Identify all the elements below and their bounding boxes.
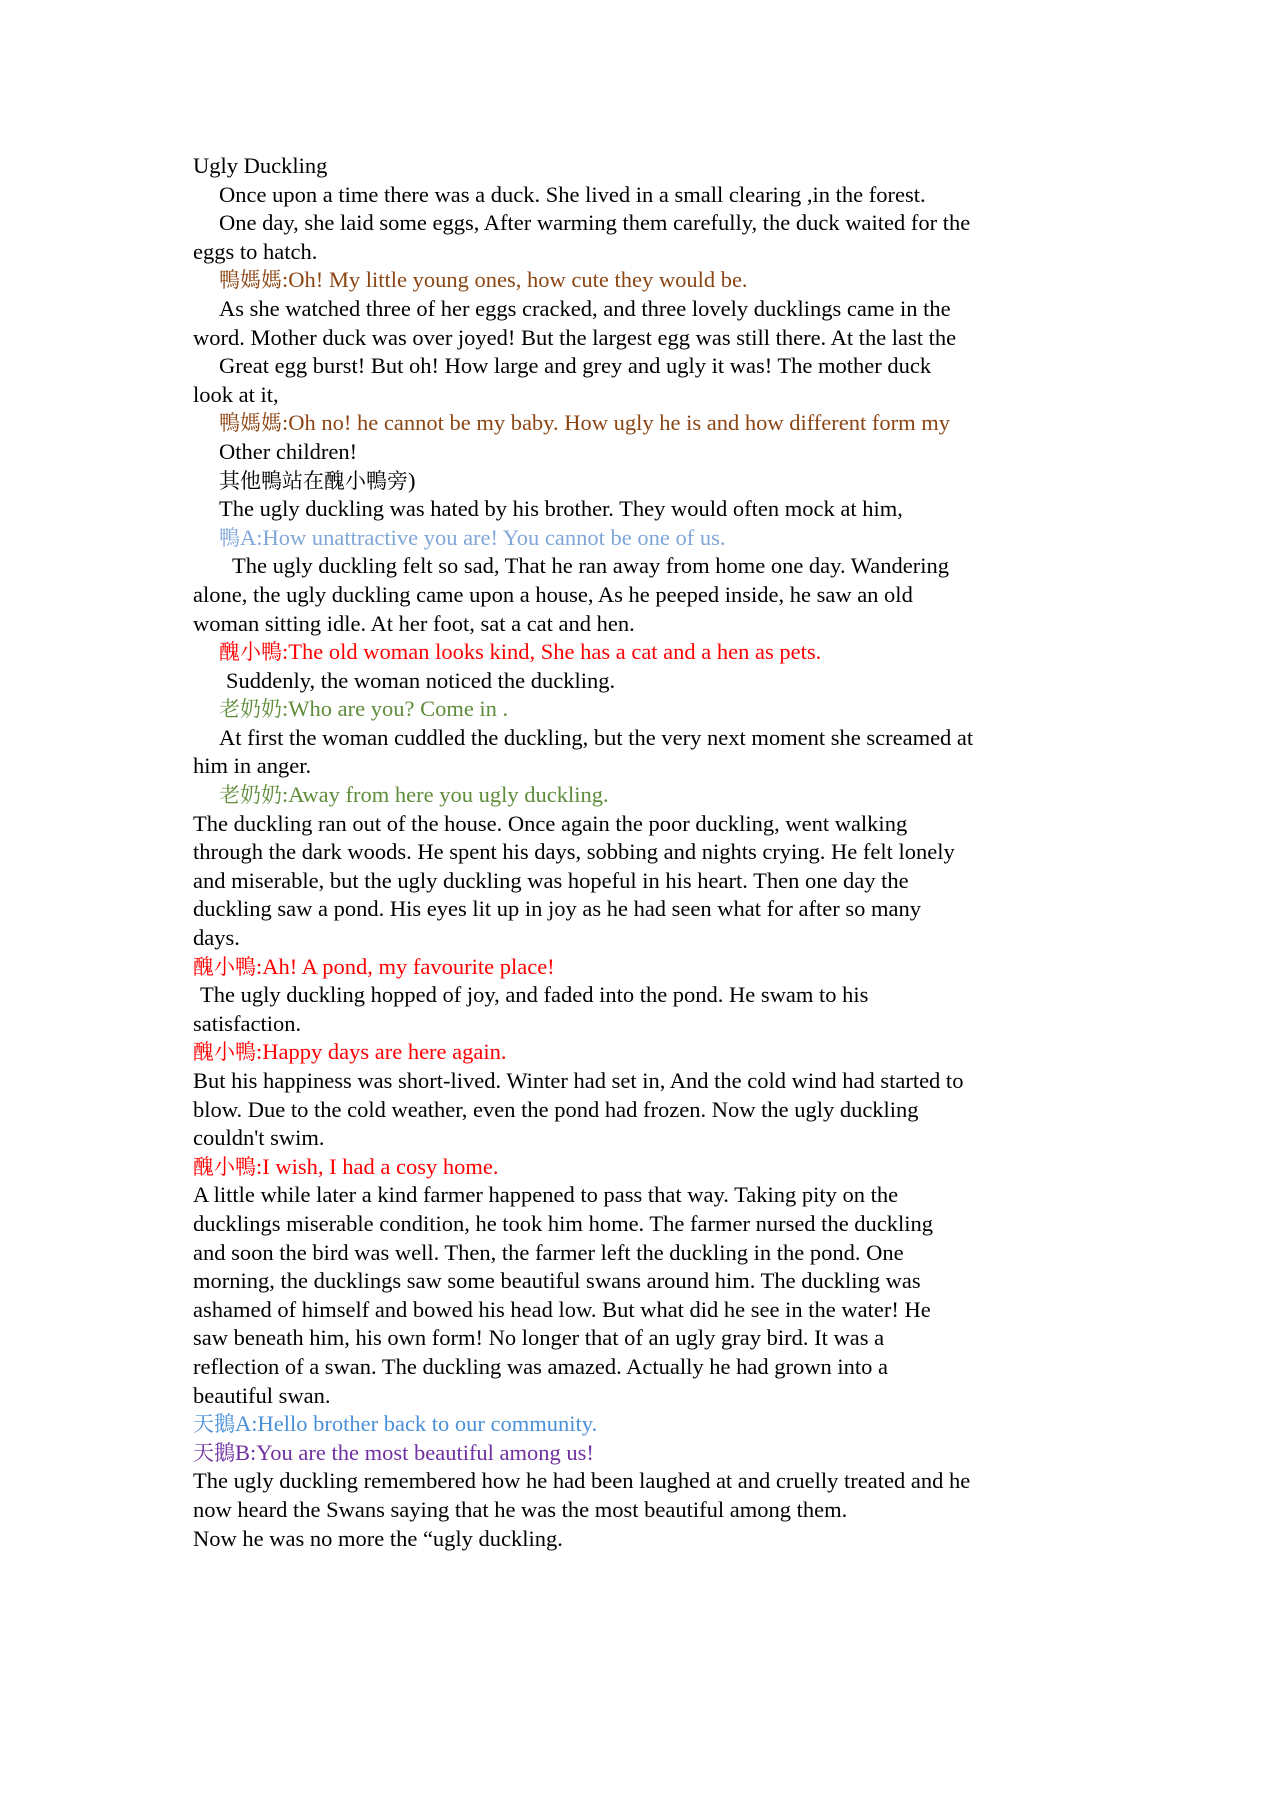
paragraph-line: reflection of a swan. The duckling was amazed. Actually he had grown into a [193, 1353, 888, 1379]
paragraph-line: eggs to hatch. [193, 238, 318, 264]
document-page [193, 152, 1103, 1553]
dialogue-text: :Away from here you ugly duckling. [282, 782, 609, 808]
paragraph-line: Other children! [219, 438, 358, 464]
paragraph-line: Great egg burst! But oh! How large and grey and ugly it was! The mother duck [219, 353, 932, 379]
dialogue-speaker: 醜小鴨 [193, 1040, 256, 1065]
dialogue-speaker: 老奶奶 [219, 697, 282, 722]
paragraph-line: and soon the bird was well. Then, the farmer left the duckling in the pond. One [193, 1239, 904, 1265]
paragraph-line: woman sitting idle. At her foot, sat a cat and hen. [193, 610, 635, 636]
dialogue-line [193, 409, 1103, 438]
paragraph-line: saw beneath him, his own form! No longer that of an ugly gray bird. It was a [193, 1325, 885, 1351]
paragraph-line: At first the woman cuddled the duckling, but the very next moment she screamed at [219, 724, 974, 750]
document-title: Ugly Duckling [193, 153, 328, 178]
dialogue-text: :Who are you? Come in . [282, 696, 509, 722]
paragraph-line: Now he was no more the “ugly duckling. [193, 1525, 563, 1551]
paragraph-line: now heard the Swans saying that he was the most beautiful among them. [193, 1496, 848, 1522]
dialogue-speaker: 醜小鴨 [193, 1154, 256, 1179]
dialogue-text: B:You are the most beautiful among us! [235, 1439, 594, 1465]
dialogue-speaker: 醜小鴨 [219, 640, 282, 665]
paragraph-line: couldn't swim. [193, 1125, 325, 1151]
dialogue-line [193, 266, 1103, 295]
paragraph-line: look at it, [193, 381, 279, 407]
paragraph-line: But his happiness was short-lived. Winter had set in, And the cold wind had started to [193, 1068, 964, 1093]
paragraph-line: days. [193, 925, 240, 951]
dialogue-text: :The old woman looks kind, She has a cat and a hen as pets. [282, 639, 822, 665]
paragraph-line: satisfaction. [193, 1010, 302, 1036]
paragraph-line: blow. Due to the cold weather, even the pond had frozen. Now the ugly duckling [193, 1096, 919, 1122]
dialogue-text: :Ah! A pond, my favourite place! [256, 953, 555, 979]
paragraph-line: ducklings miserable condition, he took him home. The farmer nursed the duckling [193, 1210, 934, 1236]
stage-direction-line [193, 467, 1103, 496]
dialogue-speaker: 天鵝 [193, 1412, 235, 1437]
dialogue-line [193, 638, 1103, 667]
paragraph-line: The ugly duckling was hated by his brother. They would often mock at him, [219, 496, 903, 522]
dialogue-text: A:How unattractive you are! You cannot be one of us. [240, 524, 726, 550]
paragraph-line: A little while later a kind farmer happened to pass that way. Taking pity on the [193, 1182, 899, 1208]
paragraph-line: The ugly duckling hopped of joy, and faded into the pond. He swam to his [200, 982, 869, 1008]
dialogue-line [193, 953, 1103, 982]
paragraph-line: One day, she laid some eggs, After warming them carefully, the duck waited for the [219, 210, 971, 236]
dialogue-line [193, 1439, 1103, 1468]
dialogue-speaker: 鴨媽媽 [219, 268, 282, 293]
stage-direction-end: ) [408, 467, 416, 493]
dialogue-text: A:Hello brother back to our community. [235, 1411, 598, 1437]
dialogue-line [193, 1153, 1103, 1182]
paragraph-line: him in anger. [193, 753, 312, 779]
paragraph-line: beautiful swan. [193, 1382, 331, 1408]
dialogue-text: :Oh! My little young ones, how cute they would be. [282, 267, 748, 293]
paragraph-line: The ugly duckling felt so sad, That he ran away from home one day. Wandering [232, 553, 949, 579]
dialogue-speaker: 鴨媽媽 [219, 411, 282, 436]
paragraph-line: The ugly duckling remembered how he had been laughed at and cruelly treated and he [193, 1468, 971, 1494]
dialogue-text: :Happy days are here again. [256, 1039, 507, 1065]
dialogue-line [193, 1038, 1103, 1067]
paragraph-line: ashamed of himself and bowed his head low. But what did he see in the water! He [193, 1296, 931, 1322]
dialogue-line [193, 1410, 1103, 1439]
paragraph-line: word. Mother duck was over joyed! But the largest egg was still there. At the last the [193, 324, 957, 350]
dialogue-line [193, 524, 1103, 553]
dialogue-text: :I wish, I had a cosy home. [256, 1153, 499, 1179]
paragraph-line: Once upon a time there was a duck. She lived in a small clearing ,in the forest. [219, 181, 926, 207]
paragraph-line: As she watched three of her eggs cracked, and three lovely ducklings came in the [219, 295, 951, 321]
dialogue-line [193, 695, 1103, 724]
paragraph-line: morning, the ducklings saw some beautiful swans around him. The duckling was [193, 1268, 921, 1294]
dialogue-speaker: 鴨 [219, 525, 240, 550]
paragraph-line: and miserable, but the ugly duckling was hopeful in his heart. Then one day the [193, 867, 909, 893]
stage-direction-text: 其他鴨站在醜小鴨旁 [219, 468, 408, 493]
dialogue-line [193, 781, 1103, 810]
dialogue-speaker: 老奶奶 [219, 783, 282, 808]
paragraph-line: alone, the ugly duckling came upon a house, As he peeped inside, he saw an old [193, 581, 913, 607]
dialogue-text: :Oh no! he cannot be my baby. How ugly he is and how different form my [282, 410, 950, 436]
dialogue-speaker: 醜小鴨 [193, 954, 256, 979]
dialogue-speaker: 天鵝 [193, 1440, 235, 1465]
paragraph-line: duckling saw a pond. His eyes lit up in joy as he had seen what for after so many [193, 896, 921, 922]
paragraph-line: The duckling ran out of the house. Once again the poor duckling, went walking [193, 810, 908, 836]
paragraph-line: through the dark woods. He spent his days, sobbing and nights crying. He felt lonely [193, 839, 955, 865]
paragraph-line: Suddenly, the woman noticed the duckling. [226, 667, 616, 693]
